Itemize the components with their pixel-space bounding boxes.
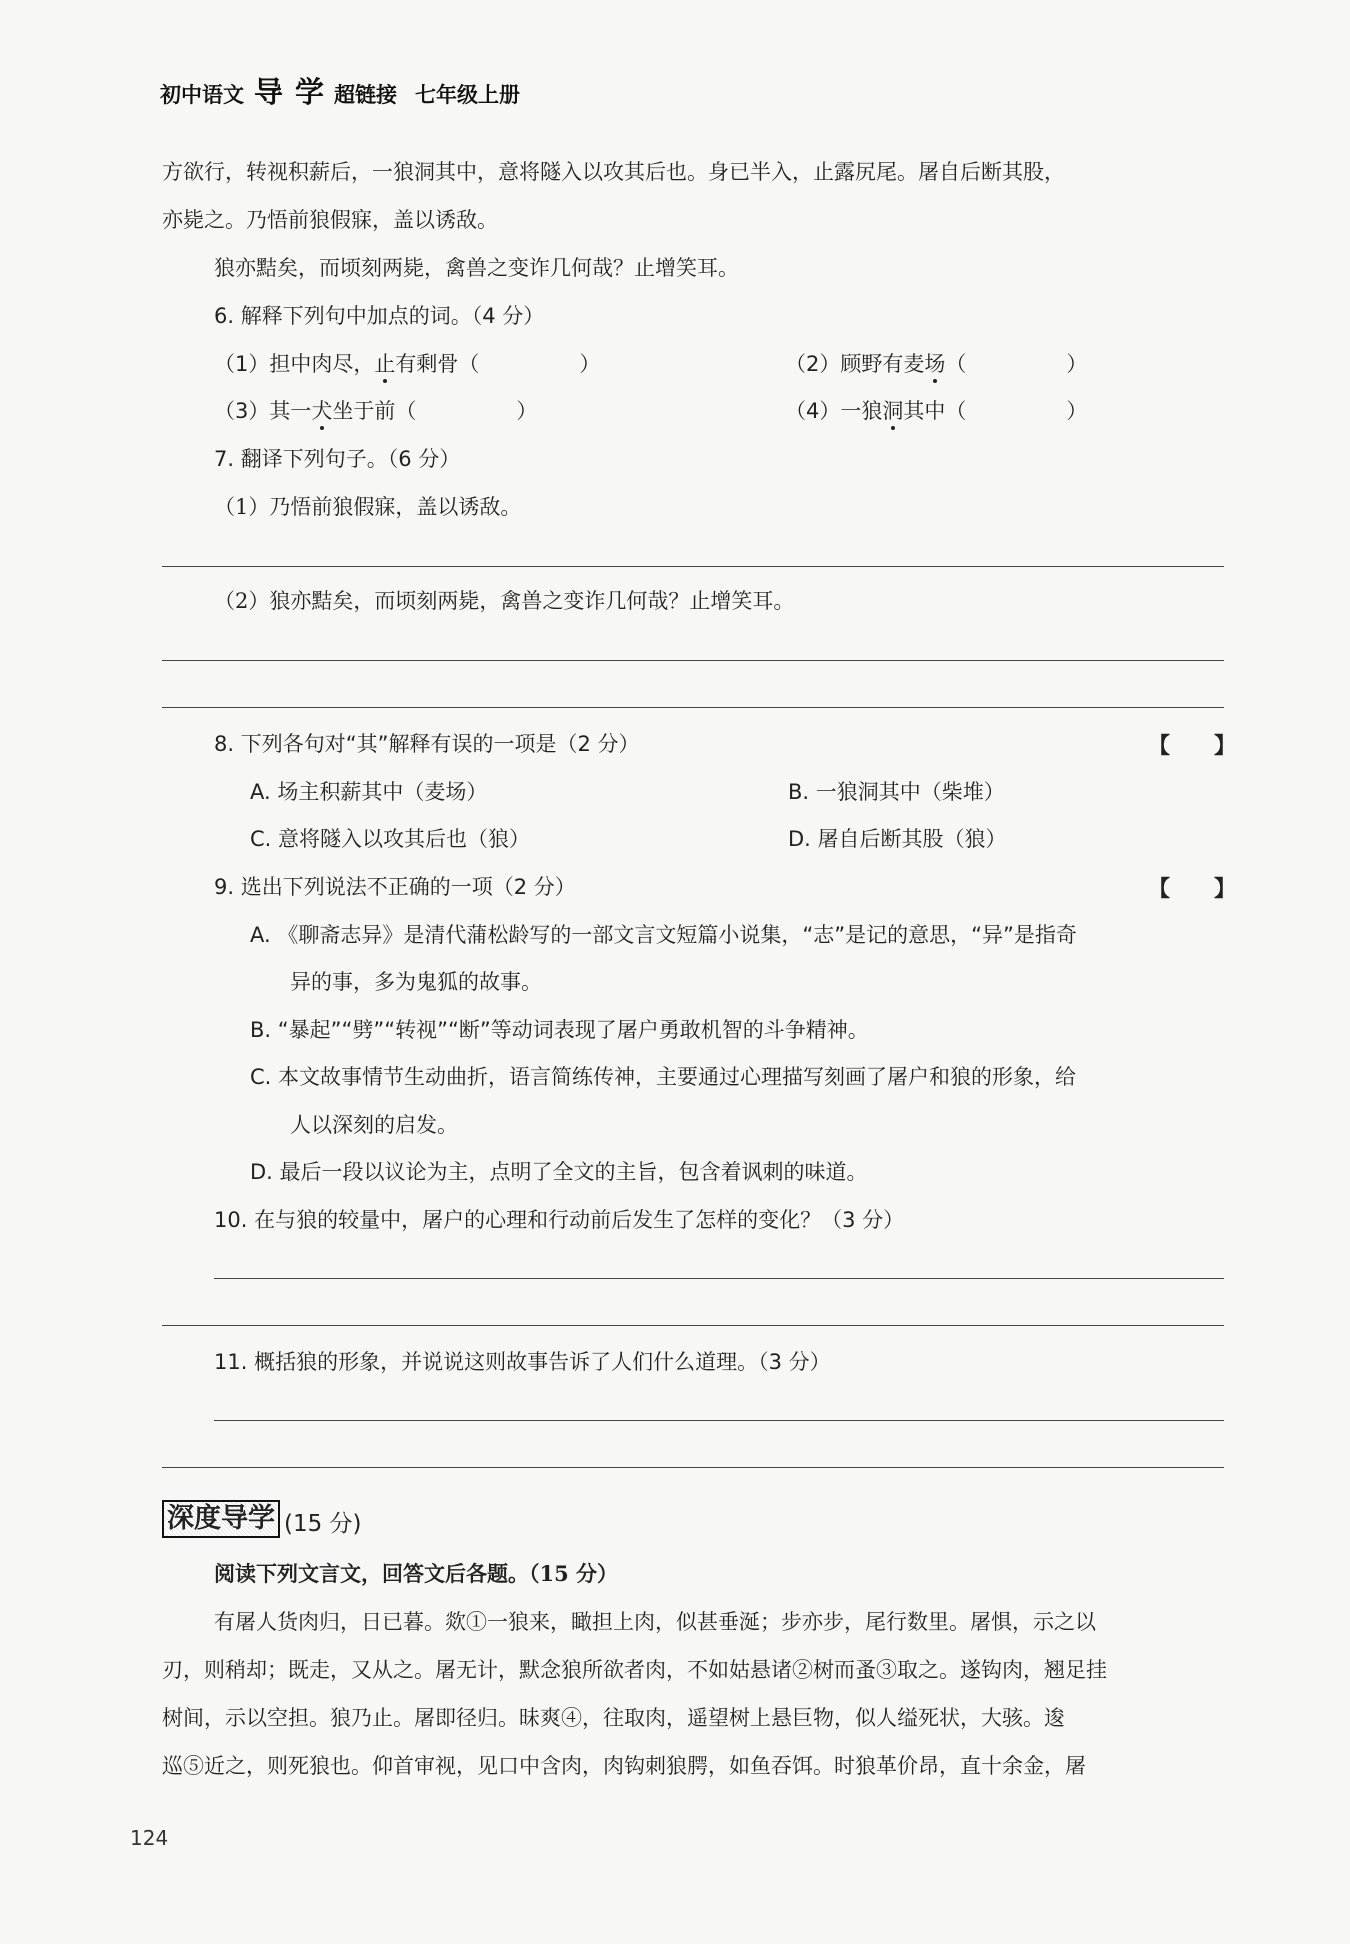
question-6-stem: 6. 解释下列句中加点的词。（4 分）	[214, 304, 545, 328]
answer-line[interactable]	[214, 1420, 1224, 1421]
q7-sentence-2: （2）狼亦黠矣，而顷刻两毙，禽兽之变诈几何哉？止增笑耳。	[214, 589, 795, 613]
reading-line: 刃，则稍却；既走，又从之。屠无计，默念狼所欲者肉，不如姑悬诸②树而蚤③取之。遂钩肉，翘足挂	[162, 1658, 1107, 1682]
question-7-stem: 7. 翻译下列句子。（6 分）	[214, 447, 461, 471]
q8-option-b: B. 一狼洞其中（柴堆）	[788, 780, 1005, 804]
reading-line: 树间，示以空担。狼乃止。屠即径归。昧爽④，往取肉，遥望树上悬巨物，似人缢死状，大骇。逡	[162, 1706, 1065, 1730]
passage-line: 亦毙之。乃悟前狼假寐，盖以诱敌。	[162, 208, 498, 232]
q8-option-a: A. 场主积薪其中（麦场）	[250, 780, 488, 804]
header-grade: 七年级上册	[415, 83, 521, 107]
q9-option-c-cont: 人以深刻的启发。	[290, 1113, 458, 1137]
q6-item-4: （4）一狼洞其中（ ）	[785, 399, 1088, 423]
q7-sentence-1: （1）乃悟前狼假寐，盖以诱敌。	[214, 495, 522, 519]
dotted-word: 止	[374, 352, 396, 376]
answer-line[interactable]	[162, 1467, 1224, 1468]
q9-option-d: D. 最后一段以议论为主，点明了全文的主旨，包含着讽刺的味道。	[250, 1160, 868, 1184]
header-xue: 学	[295, 75, 325, 109]
q6-item-3: （3）其一犬坐于前（ ）	[214, 399, 538, 423]
q8-option-d: D. 屠自后断其股（狼）	[788, 827, 1007, 851]
question-11-stem: 11. 概括狼的形象，并说说这则故事告诉了人们什么道理。（3 分）	[214, 1350, 831, 1374]
answer-line[interactable]	[162, 707, 1224, 708]
reading-line: 有屠人货肉归，日已暮。欻①一狼来，瞰担上肉，似甚垂涎；步亦步，尾行数里。屠惧，示之以	[214, 1610, 1096, 1634]
answer-bracket[interactable]: 【 】	[1148, 877, 1237, 902]
running-header	[160, 70, 520, 111]
question-9-stem: 9. 选出下列说法不正确的一项（2 分）	[214, 875, 576, 899]
section-heading	[162, 1500, 362, 1538]
q9-option-a-cont: 异的事，多为鬼狐的故事。	[290, 970, 542, 994]
reading-instruction: 阅读下列文言文，回答文后各题。（15 分）	[214, 1561, 619, 1586]
q6-item-2: （2）顾野有麦场（ ）	[785, 352, 1088, 376]
question-8-stem: 8. 下列各句对“其”解释有误的一项是（2 分）	[214, 732, 640, 756]
answer-bracket[interactable]: 【 】	[1148, 734, 1237, 759]
passage-line: 方欲行，转视积薪后，一狼洞其中，意将隧入以攻其后也。身已半入，止露尻尾。屠自后断其股，	[162, 160, 1065, 184]
header-dao: 导	[254, 75, 284, 109]
q6-item-1: （1）担中肉尽，止有剩骨（ ）	[214, 352, 601, 376]
answer-line[interactable]	[162, 660, 1224, 661]
header-series: 初中语文	[160, 83, 244, 107]
header-subtitle: 超链接	[334, 83, 398, 107]
dotted-word: 场	[924, 352, 946, 376]
dotted-word: 犬	[311, 399, 333, 423]
page-number: 124	[130, 1826, 169, 1850]
dotted-word: 洞	[882, 399, 904, 423]
question-10-stem: 10. 在与狼的较量中，屠户的心理和行动前后发生了怎样的变化？（3 分）	[214, 1208, 905, 1232]
answer-line[interactable]	[162, 566, 1224, 567]
q8-option-c: C. 意将隧入以攻其后也（狼）	[250, 827, 531, 851]
section-title: 深度导学	[162, 1500, 280, 1538]
q9-option-c: C. 本文故事情节生动曲折，语言简练传神，主要通过心理描写刻画了屠户和狼的形象，给	[250, 1065, 1077, 1089]
reading-line: 巡⑤近之，则死狼也。仰首审视，见口中含肉，肉钩刺狼腭，如鱼吞饵。时狼革价昂，直十余金，屠	[162, 1754, 1086, 1778]
q9-option-b: B. “暴起”“劈”“转视”“断”等动词表现了屠户勇敢机智的斗争精神。	[250, 1018, 869, 1042]
answer-line[interactable]	[214, 1278, 1224, 1279]
section-points: (15 分)	[284, 1511, 362, 1537]
answer-line[interactable]	[162, 1325, 1224, 1326]
passage-line: 狼亦黠矣，而顷刻两毙，禽兽之变诈几何哉？止增笑耳。	[214, 256, 739, 280]
q9-option-a: A. 《聊斋志异》是清代蒲松龄写的一部文言文短篇小说集，“志”是记的意思，“异”是指奇	[250, 923, 1077, 947]
